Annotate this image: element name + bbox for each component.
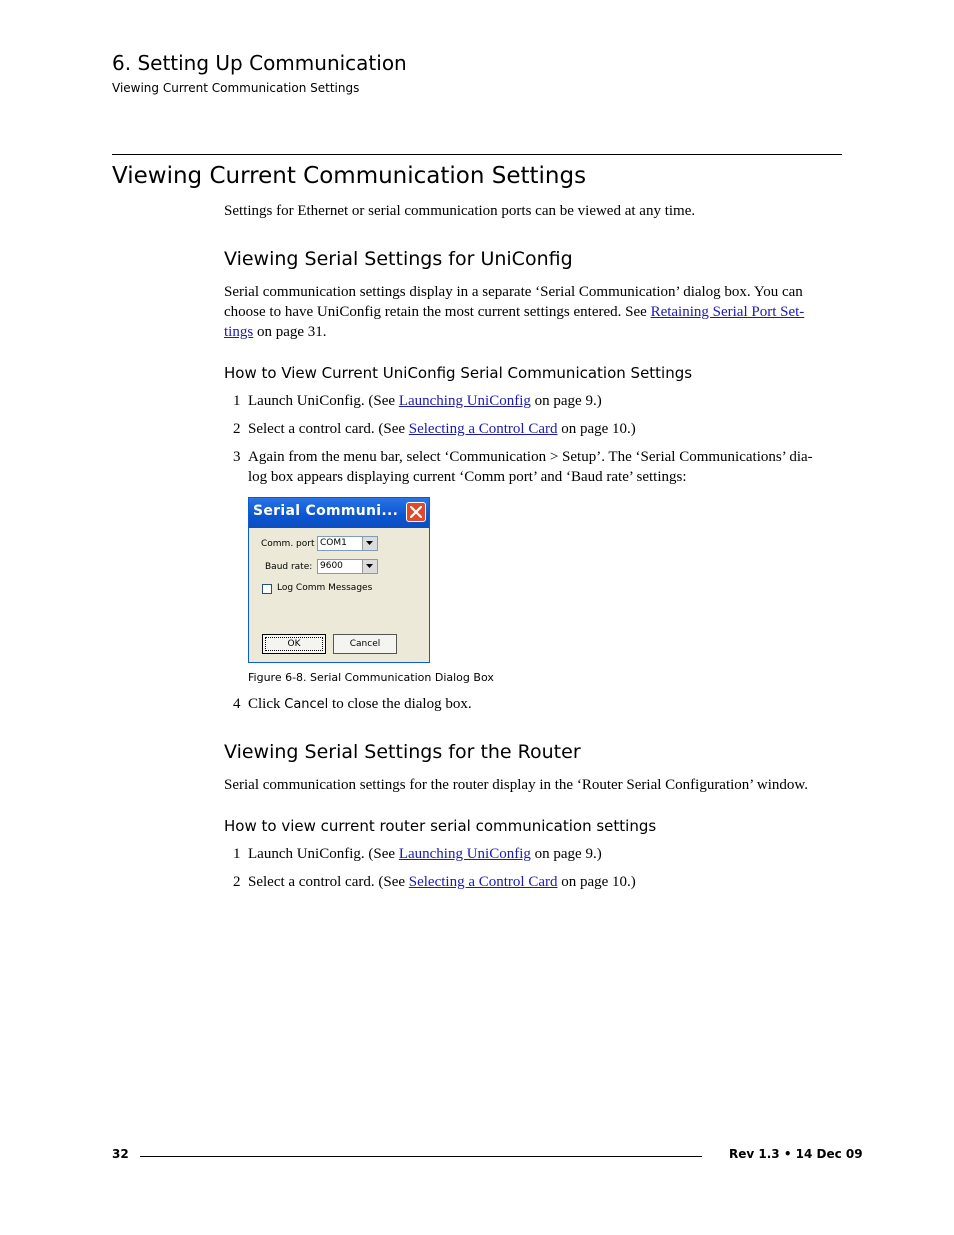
step-text-pre: Launch UniConfig. (See bbox=[248, 393, 399, 409]
launching-uniconfig-link[interactable]: Launching UniConfig bbox=[398, 846, 531, 862]
retaining-serial-port-settings-link-cont[interactable]: tings bbox=[224, 324, 254, 340]
uniconfig-paragraph bbox=[224, 282, 844, 342]
dialog-title: Serial Communi... bbox=[253, 503, 399, 519]
uniconfig-para-line1: Serial communication settings display in a separate ‘Serial Communication’ dialog box. You can bbox=[224, 284, 803, 300]
step-number: 2 bbox=[233, 874, 241, 890]
step-text-post: on page 9.) bbox=[530, 846, 602, 862]
step-text bbox=[248, 391, 843, 411]
comm-port-select[interactable] bbox=[317, 536, 378, 551]
uniconfig-howto-heading: How to View Current UniConfig Serial Communication Settings bbox=[224, 364, 693, 382]
step-number: 4 bbox=[233, 696, 241, 712]
close-icon bbox=[410, 506, 422, 518]
baud-rate-select[interactable] bbox=[317, 559, 378, 574]
list-item bbox=[0, 694, 954, 714]
router-howto-heading: How to view current router serial communication settings bbox=[224, 817, 657, 835]
step-text bbox=[248, 419, 843, 439]
page-title: Viewing Current Communication Settings bbox=[112, 163, 587, 189]
list-item bbox=[0, 391, 954, 411]
footer-rule bbox=[140, 1156, 702, 1157]
step-text bbox=[248, 872, 843, 892]
chevron-down-icon bbox=[366, 541, 373, 546]
chevron-down-icon bbox=[366, 564, 373, 569]
router-paragraph: Serial communication settings for the router display in the ‘Router Serial Configuration’ window. bbox=[224, 777, 809, 793]
step-number: 1 bbox=[233, 393, 241, 409]
top-rule bbox=[112, 154, 842, 155]
step-text-line1: Again from the menu bar, select ‘Communication > Setup’. The ‘Serial Communications’ dia- bbox=[248, 449, 813, 465]
step-text-pre: Select a control card. (See bbox=[248, 421, 409, 437]
list-item bbox=[0, 419, 954, 439]
selecting-control-card-link[interactable]: Selecting a Control Card bbox=[408, 421, 558, 437]
baud-rate-value: 9600 bbox=[320, 561, 343, 571]
uniconfig-para-line2 bbox=[224, 302, 844, 322]
list-item bbox=[0, 844, 954, 864]
router-section-heading: Viewing Serial Settings for the Router bbox=[224, 741, 581, 763]
log-comm-messages-checkbox[interactable] bbox=[262, 584, 272, 594]
revision-label: Rev 1.3 • 14 Dec 09 bbox=[729, 1147, 863, 1161]
step-number: 1 bbox=[233, 846, 241, 862]
retaining-serial-port-settings-link[interactable]: Retaining Serial Port Set- bbox=[650, 304, 805, 320]
baud-rate-dropdown-button[interactable] bbox=[362, 560, 377, 573]
step-text-post: on page 10.) bbox=[557, 421, 636, 437]
step-text-post: on page 9.) bbox=[530, 393, 602, 409]
dialog-body bbox=[251, 528, 427, 660]
step-text-pre: Select a control card. (See bbox=[248, 874, 409, 890]
uniconfig-section-heading: Viewing Serial Settings for UniConfig bbox=[224, 248, 573, 270]
step-text-line2: log box appears displaying current ‘Comm port’ and ‘Baud rate’ settings: bbox=[248, 469, 687, 485]
uniconfig-para-line3 bbox=[224, 322, 844, 342]
comm-port-value: COM1 bbox=[320, 538, 347, 548]
comm-port-dropdown-button[interactable] bbox=[362, 537, 377, 550]
step-number: 3 bbox=[233, 449, 241, 465]
selecting-control-card-link[interactable]: Selecting a Control Card bbox=[408, 874, 558, 890]
step-number: 2 bbox=[233, 421, 241, 437]
close-button[interactable] bbox=[406, 502, 426, 522]
comm-port-label: Comm. port bbox=[261, 539, 315, 549]
dialog-titlebar[interactable] bbox=[249, 498, 429, 528]
uniconfig-para-text: choose to have UniConfig retain the most current settings entered. See bbox=[224, 304, 651, 320]
step-text-pre: Click bbox=[248, 696, 285, 712]
figure-caption: Figure 6-8. Serial Communication Dialog Box bbox=[248, 671, 494, 684]
page-number: 32 bbox=[112, 1147, 129, 1161]
chapter-subtitle: Viewing Current Communication Settings bbox=[112, 81, 360, 95]
intro-paragraph: Settings for Ethernet or serial communication ports can be viewed at any time. bbox=[224, 203, 696, 219]
log-comm-messages-label: Log Comm Messages bbox=[277, 583, 373, 593]
step-text bbox=[248, 694, 843, 715]
serial-communication-dialog bbox=[248, 497, 430, 663]
step-text bbox=[248, 447, 843, 487]
baud-rate-label: Baud rate: bbox=[265, 562, 313, 572]
step-text-post: to close the dialog box. bbox=[328, 696, 472, 712]
step-text-pre: Launch UniConfig. (See bbox=[248, 846, 399, 862]
launching-uniconfig-link[interactable]: Launching UniConfig bbox=[398, 393, 531, 409]
ok-button[interactable]: OK bbox=[262, 634, 326, 654]
uniconfig-para-text-end: on page 31. bbox=[253, 324, 327, 340]
chapter-title: 6. Setting Up Communication bbox=[112, 51, 407, 75]
cancel-term: Cancel bbox=[284, 697, 329, 712]
list-item bbox=[0, 872, 954, 892]
list-item bbox=[0, 447, 954, 487]
step-text-post: on page 10.) bbox=[557, 874, 636, 890]
cancel-button[interactable]: Cancel bbox=[333, 634, 397, 654]
step-text bbox=[248, 844, 843, 864]
